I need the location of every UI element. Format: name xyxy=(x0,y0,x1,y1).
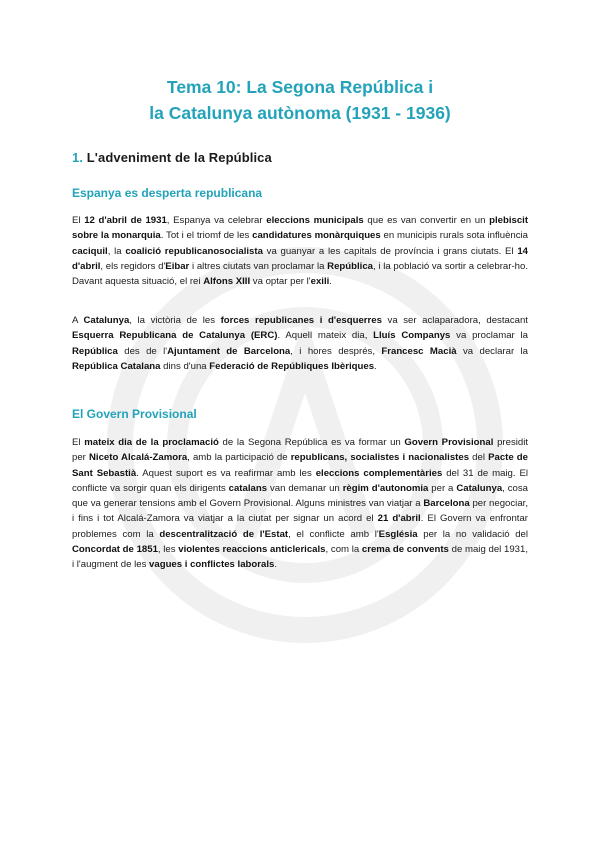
text-run: , i hores després, xyxy=(290,345,382,357)
bold-term: Francesc Macià xyxy=(381,345,457,357)
text-run: en municipis rurals sota influència xyxy=(380,230,529,242)
bold-term: 14 d'abril xyxy=(72,245,528,272)
text-run: del 31 de maig. El conflicte va sorgir quan els dirigents xyxy=(72,467,528,494)
bold-term: violentes reaccions anticlericals xyxy=(178,544,326,556)
bold-term: Barcelona xyxy=(423,498,470,510)
text-run: , cosa que va generar tensions amb el Govern Provisional. Alguns ministres van viatjar a xyxy=(72,482,529,510)
bold-term: Pacte de Sant Sebastià xyxy=(72,452,528,479)
bold-term: Catalunya xyxy=(456,482,503,494)
text-run: El xyxy=(72,215,85,226)
bold-term: Niceto Alcalá-Zamora xyxy=(88,452,188,464)
paragraph xyxy=(72,435,528,573)
text-run: . xyxy=(274,559,278,571)
bold-term: Eibar xyxy=(165,260,190,272)
bold-term: catalans xyxy=(228,482,268,494)
text-run: per negociar, i fins i tot Alcalá-Zamora va viatjar a la ciutat per signar un acord el xyxy=(72,498,528,525)
bold-term: Lluís Companys xyxy=(373,330,451,342)
text-run: dins d'una xyxy=(160,360,210,372)
text-run: . xyxy=(329,276,332,288)
bold-term: Ajuntament de Barcelona xyxy=(167,345,291,357)
text-run: va optar per l' xyxy=(250,276,311,288)
text-run: A xyxy=(72,315,84,326)
bold-term: crema de convents xyxy=(361,544,449,556)
text-run: va proclamar la xyxy=(450,330,528,342)
text-run: . Aquest suport es va reafirmar amb les xyxy=(136,467,316,479)
text-run: , les xyxy=(157,544,179,556)
text-run: . Tot i el triomf de les xyxy=(160,230,253,242)
text-run: , els regidors d' xyxy=(100,260,166,272)
text-run: va ser aclaparadora, destacant xyxy=(381,315,528,326)
text-run: van demanar un xyxy=(267,482,343,494)
text-run: presidit per xyxy=(72,437,529,464)
section-title: L'adveniment de la República xyxy=(86,150,272,165)
text-run: va declarar la xyxy=(456,345,528,357)
text-run: . El Govern va enfrontar problemes com la xyxy=(72,513,529,540)
bold-term: forces republicanes i d'esquerres xyxy=(220,315,382,326)
text-run: , com la xyxy=(325,544,362,556)
bold-term: República xyxy=(72,345,118,357)
bold-term: descentralització de l'Estat xyxy=(159,528,289,540)
subsection-heading-govern: El Govern Provisional xyxy=(72,407,197,421)
bold-term: eleccions complementàries xyxy=(315,467,443,479)
text-run: , Espanya va celebrar xyxy=(166,215,267,226)
bold-term: republicans, socialistes i nacionalistes xyxy=(290,452,470,464)
text-run: , amb la participació de xyxy=(187,452,291,464)
bold-term: Esquerra Republicana de Catalunya (ERC) xyxy=(72,330,278,342)
subsection-heading-espanya: Espanya es desperta republicana xyxy=(72,186,263,200)
text-run: va guanyar a les capitals de província i grans ciutats. El xyxy=(262,245,518,257)
section-heading xyxy=(72,150,272,165)
text-run: que es van convertir en un xyxy=(363,215,490,226)
page-title-line-1: Tema 10: La Segona República i xyxy=(166,77,434,97)
text-run: , la xyxy=(107,245,126,257)
paragraph xyxy=(72,313,528,374)
bold-term: República Catalana xyxy=(72,360,161,372)
bold-term: caciquil xyxy=(72,245,108,257)
text-run: de la Segona República es va formar un xyxy=(218,437,405,448)
bold-term: règim d'autonomia xyxy=(342,482,429,494)
text-run: . Aquell mateix dia, xyxy=(277,330,374,342)
page-title-line-2: la Catalunya autònoma (1931 - 1936) xyxy=(149,103,451,123)
text-run: per la no validació del xyxy=(417,528,529,540)
text-run: de maig del 1931, i l'augment de les xyxy=(72,544,528,571)
bold-term: 12 d'abril de 1931 xyxy=(84,215,167,226)
bold-term: Alfons XIII xyxy=(203,276,251,288)
bold-term: mateix dia de la proclamació xyxy=(84,437,219,448)
bold-term: Govern Provisional xyxy=(404,437,494,448)
bold-term: 21 d'abril xyxy=(377,513,421,525)
bold-term: plebiscit sobre la monarquia xyxy=(72,215,529,242)
text-run: , el conflicte amb l' xyxy=(288,528,379,540)
text-run: del xyxy=(469,452,489,464)
bold-term: exili xyxy=(310,276,330,288)
bold-term: eleccions municipals xyxy=(266,215,364,226)
text-run: i altres ciutats van proclamar la xyxy=(189,260,328,272)
text-run: per a xyxy=(428,482,457,494)
bold-term: Federació de Repúbliques Ibèriques xyxy=(209,360,375,372)
bold-term: Concordat de 1851 xyxy=(72,544,158,556)
bold-term: coalició republicanosocialista xyxy=(125,245,263,257)
bold-term: Església xyxy=(378,528,418,540)
bold-term: vagues i conflictes laborals xyxy=(149,559,275,571)
bold-term: candidatures monàrquiques xyxy=(252,230,381,242)
text-run: des de l' xyxy=(117,345,168,357)
bold-term: Catalunya xyxy=(83,315,130,326)
text-run: , la victòria de les xyxy=(129,315,221,326)
section-number: 1. xyxy=(72,150,84,165)
paragraph xyxy=(72,213,528,289)
text-run: . xyxy=(374,360,377,372)
text-run: , i la població va sortir a celebrar-ho. Davant aquesta situació, el rei xyxy=(72,260,528,288)
bold-term: República xyxy=(327,260,374,272)
text-run: El xyxy=(72,437,85,448)
page-title xyxy=(72,74,528,126)
